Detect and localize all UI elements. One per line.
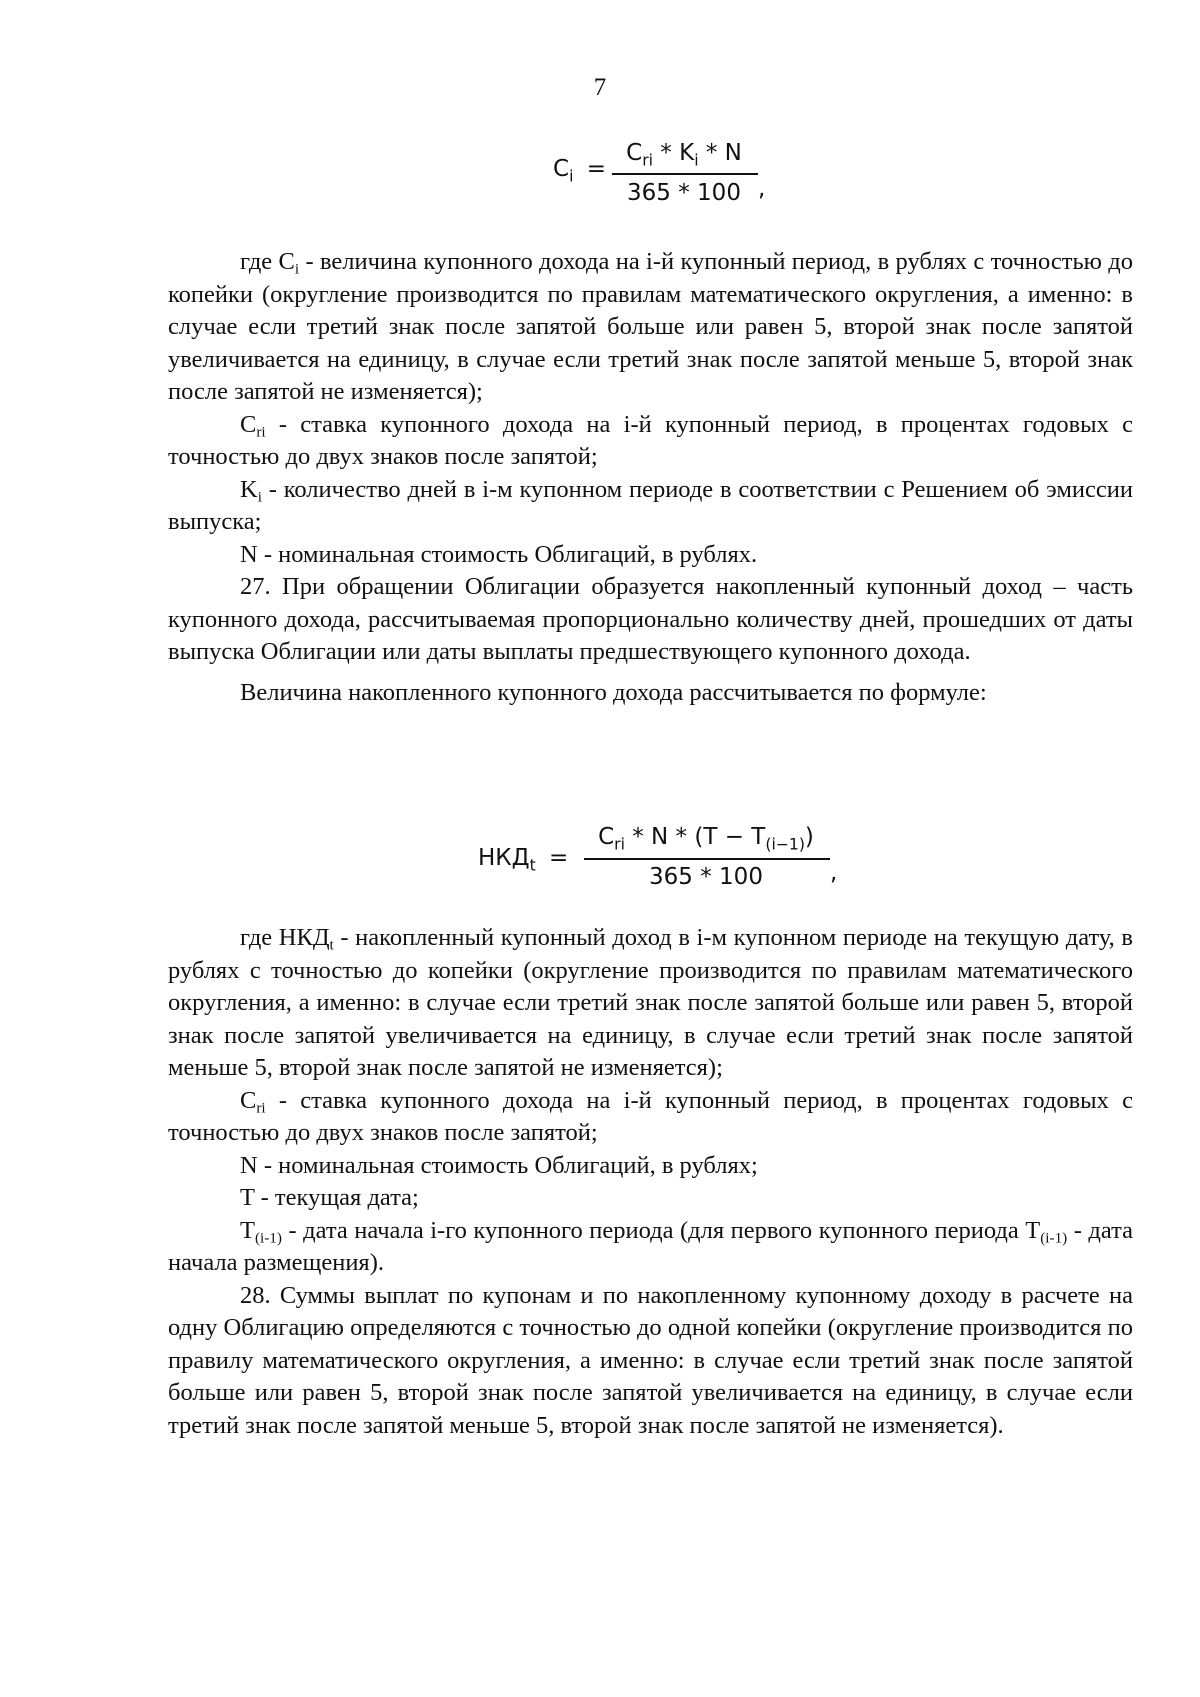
formula1-num-k-sub: i (694, 150, 699, 170)
para3-text: - количество дней в i-м купонном периоде в соответствии с Решением об эмиссии выпуска; (168, 475, 1133, 535)
para11-text-b: - дата начала размещения). (168, 1216, 1133, 1276)
para3-lead-sub: i (257, 488, 262, 506)
para7-text: - накопленный купонный доход в i-м купонном периоде на текущую дату, в рублях с точностью до копейки (округление производится по правилам математического округления, а именно: в случае если третий знак после запятой больше или равен 5, второй знак после запятой увеличивается на единицу, в случае если третий знак после запятой меньше 5, второй знак после запятой не изменяется); (168, 924, 1133, 1081)
para2-lead: C (240, 410, 257, 438)
formula1-num-k: K (679, 140, 695, 166)
para8-text: - ставка купонного дохода на i-й купонный период, в процентах годовых с точностью до двух знаков после запятой; (168, 1086, 1133, 1146)
formula1-comma: , (758, 176, 766, 202)
formula1-num-c: C (626, 140, 643, 166)
formula2-num-c-sub: ri (614, 834, 625, 854)
para1-lead: где C (240, 248, 295, 275)
para1-lead-sub: i (294, 260, 300, 278)
formula2-numerator (584, 824, 828, 854)
formula2-equals: = (549, 845, 569, 871)
para7-lead-sub: t (329, 936, 334, 954)
para1-text: - величина купонного дохода на i-й купонный период, в рублях с точностью до копейки (округление производится по правилам математического округления, а именно: в случае если третий знак после запятой больше или равен 5, второй знак после запятой увеличивается на единицу, в случае если третий знак после запятой меньше 5, второй знак после запятой не изменяется); (168, 248, 1133, 405)
paragraph-coupon-rate-definition-2 (168, 1085, 1133, 1150)
formula2-denominator: 365 * 100 (649, 864, 763, 890)
para2-text: - ставка купонного дохода на i-й купонный период, в процентах годовых с точностью до двух знаков после запятой; (168, 410, 1133, 470)
formula1-num-op2: * N (698, 140, 742, 166)
paragraph-current-date: T - текущая дата; (240, 1184, 419, 1211)
formula1-equals: = (586, 156, 606, 182)
paragraph-formula-intro: Величина накопленного купонного дохода рассчитывается по формуле: (240, 678, 987, 706)
formula2-num-c: C (598, 824, 615, 850)
para8-lead: C (240, 1086, 257, 1114)
paragraph-nominal-definition-2: N - номинальная стоимость Облигаций, в рублях; (240, 1151, 758, 1179)
formula2-num-t-sub: (i−1) (765, 834, 805, 854)
para11-text-a: - дата начала i-го купонного периода (для первого купонного периода T (281, 1216, 1041, 1244)
formula2-lhs-symbol: НКД (478, 845, 530, 871)
text-block-2 (168, 922, 1133, 1442)
formula1-num-op1: * (652, 140, 680, 166)
formula1-num-c-sub: ri (642, 150, 653, 170)
formula2-num-op: * N * (T − T (624, 824, 766, 850)
paragraph-accrued-income-definition (168, 922, 1133, 1085)
para7-lead: где НКД (240, 924, 330, 951)
formula2-lhs (478, 845, 569, 875)
formula1-lhs-symbol: C (553, 156, 570, 182)
page-number: 7 (593, 74, 607, 101)
formula2-fraction-bar (584, 858, 830, 860)
paragraph-27: 27. При обращении Облигации образуется накопленный купонный доход – часть купонного дохода, рассчитываемая пропорционально количеству дней, прошедших от даты выпуска Облигации или даты выплаты предшествующего купонного дохода. (168, 573, 1133, 665)
formula2-num-close: ) (804, 824, 814, 850)
para3-lead: K (240, 475, 258, 503)
para11-text-sub: (i-1) (1040, 1229, 1068, 1247)
formula1-denominator: 365 * 100 (627, 180, 741, 206)
para2-lead-sub: ri (256, 423, 266, 441)
paragraph-28: 28. Суммы выплат по купонам и по накопленному купонному доходу в расчете на одну Облигацию определяются с точностью до одной копейки (округление производится по правилу математического округления, а именно: в случае если третий знак после запятой больше или равен 5, второй знак после запятой увеличивается на единицу, в случае если третий знак после запятой меньше 5, второй знак после запятой не изменяется). (168, 1281, 1133, 1439)
formula1-lhs-subscript: i (569, 166, 574, 186)
paragraph-nominal-definition: N - номинальная стоимость Облигаций, в рублях. (240, 540, 758, 568)
para8-lead-sub: ri (256, 1099, 266, 1117)
formula2-comma: , (830, 860, 838, 886)
para11-lead-sub: (i-1) (254, 1229, 282, 1247)
formula2-lhs-subscript: t (529, 855, 536, 875)
paragraph-period-start-definition (168, 1215, 1133, 1280)
para11-lead: T (240, 1216, 255, 1244)
